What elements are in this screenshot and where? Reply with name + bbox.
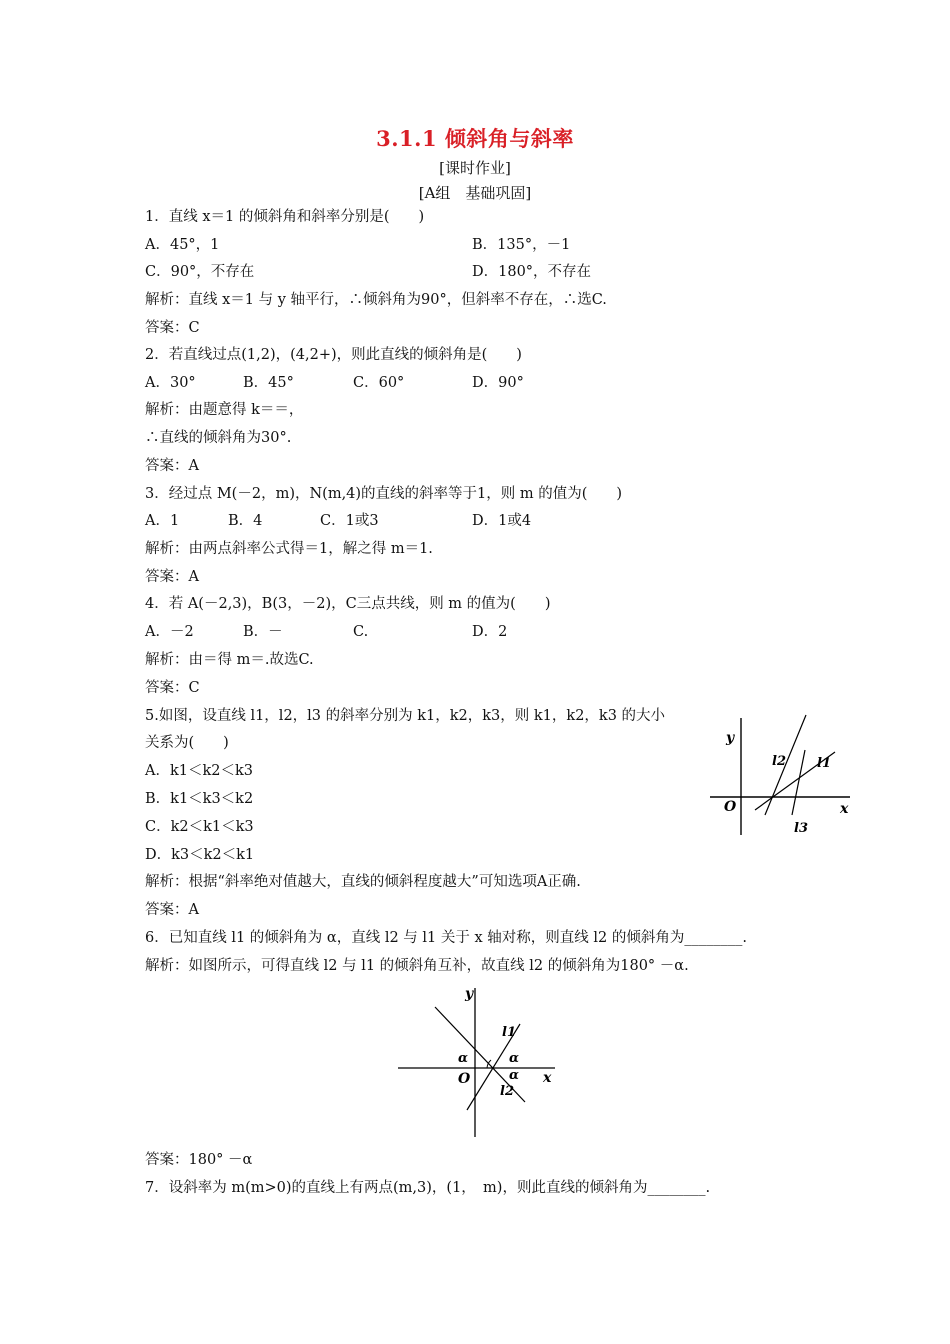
q5-option-d: D．k3＜k2＜k1: [145, 847, 255, 863]
q5-l3-label: l3: [794, 821, 808, 836]
q2-option-a: A．30°: [145, 375, 196, 391]
q3-stem: 3．经过点 M(－2，m)，N(m,4)的直线的斜率等于1，则 m 的值为( ): [145, 486, 623, 502]
q2-analysis-2: ∴直线的倾斜角为30°.: [145, 430, 292, 446]
subtitle-group-a: [A组 基础巩固]: [418, 184, 532, 202]
q5-l2-label: l2: [772, 754, 786, 769]
q5-l1-label: l1: [817, 756, 831, 771]
q6-x-label: x: [543, 1070, 552, 1086]
q2-option-c: C．60°: [353, 375, 405, 391]
q5-x-label: x: [840, 801, 849, 817]
q4-answer: 答案：C: [145, 680, 200, 696]
q1-option-d: D．180°，不存在: [472, 264, 592, 280]
q6-alpha-label-lower: α: [509, 1068, 520, 1083]
q6-analysis: 解析：如图所示，可得直线 l2 与 l1 的倾斜角互补，故直线 l2 的倾斜角为180° －α.: [145, 958, 689, 974]
q4-option-a: A．－2: [145, 624, 194, 640]
q6-alpha-label-left: α: [458, 1051, 469, 1066]
q1-option-a: A．45°，1: [145, 237, 220, 253]
q4-option-c: C.: [353, 624, 369, 640]
q3-answer: 答案：A: [145, 569, 199, 585]
q5-y-label: y: [726, 730, 735, 746]
q6-y-label: y: [465, 986, 474, 1002]
q5-origin-label: O: [724, 799, 737, 815]
subtitle-homework: [课时作业]: [439, 159, 511, 177]
q6-answer: 答案：180° －α: [145, 1152, 253, 1168]
q3-option-c: C．1或3: [320, 513, 379, 529]
q5-stem-2: 关系为( ): [145, 735, 229, 751]
q1-option-b: B．135°，－1: [472, 237, 571, 253]
q1-answer: 答案：C: [145, 320, 200, 336]
q3-analysis: 解析：由两点斜率公式得＝1，解之得 m＝1.: [145, 541, 433, 557]
page-title: 3.1.1 倾斜角与斜率: [376, 126, 574, 151]
q5-analysis: 解析：根据“斜率绝对值越大，直线的倾斜程度越大”可知选项A正确.: [145, 874, 581, 890]
q5-answer: 答案：A: [145, 902, 199, 918]
q6-l2-label: l2: [500, 1084, 514, 1099]
q5-figure: [700, 710, 860, 840]
q5-stem-1: 5.如图，设直线 l1，l2，l3 的斜率分别为 k1，k2，k3，则 k1，k2，k3 的大小: [145, 708, 666, 724]
q2-option-d: D．90°: [472, 375, 524, 391]
q6-l1-label: l1: [502, 1025, 516, 1040]
q1-analysis: 解析：直线 x＝1 与 y 轴平行，∴倾斜角为90°，但斜率不存在，∴选C.: [145, 292, 607, 308]
q4-option-d: D．2: [472, 624, 508, 640]
q6-origin-label: O: [458, 1071, 471, 1087]
q5-option-b: B．k1＜k3＜k2: [145, 791, 254, 807]
q2-option-b: B．45°: [243, 375, 294, 391]
q2-answer: 答案：A: [145, 458, 199, 474]
q1-stem: 1．直线 x＝1 的倾斜角和斜率分别是( ): [145, 209, 425, 225]
q7-stem: 7．设斜率为 m(m>0)的直线上有两点(m,3)，(1， m)，则此直线的倾斜角为________.: [145, 1180, 711, 1196]
q3-option-b: B．4: [228, 513, 263, 529]
q4-option-b: B．－: [243, 624, 283, 640]
q3-option-a: A．1: [145, 513, 180, 529]
q5-option-c: C．k2＜k1＜k3: [145, 819, 254, 835]
q1-option-c: C．90°，不存在: [145, 264, 255, 280]
q3-option-d: D．1或4: [472, 513, 532, 529]
q5-option-a: A．k1＜k2＜k3: [145, 763, 254, 779]
q4-analysis: 解析：由＝得 m＝.故选C.: [145, 652, 314, 668]
q2-analysis-1: 解析：由题意得 k＝＝，: [145, 402, 304, 418]
q2-stem: 2．若直线过点(1,2)，(4,2+)，则此直线的倾斜角是( ): [145, 347, 522, 363]
q6-alpha-label-upper: α: [509, 1051, 520, 1066]
q4-stem: 4．若 A(－2,3)，B(3，－2)，C三点共线，则 m 的值为( ): [145, 596, 551, 612]
q6-stem: 6．已知直线 l1 的倾斜角为 α，直线 l2 与 l1 关于 x 轴对称，则直线 l2 的倾斜角为________.: [145, 930, 747, 946]
q6-figure: [395, 982, 565, 1142]
